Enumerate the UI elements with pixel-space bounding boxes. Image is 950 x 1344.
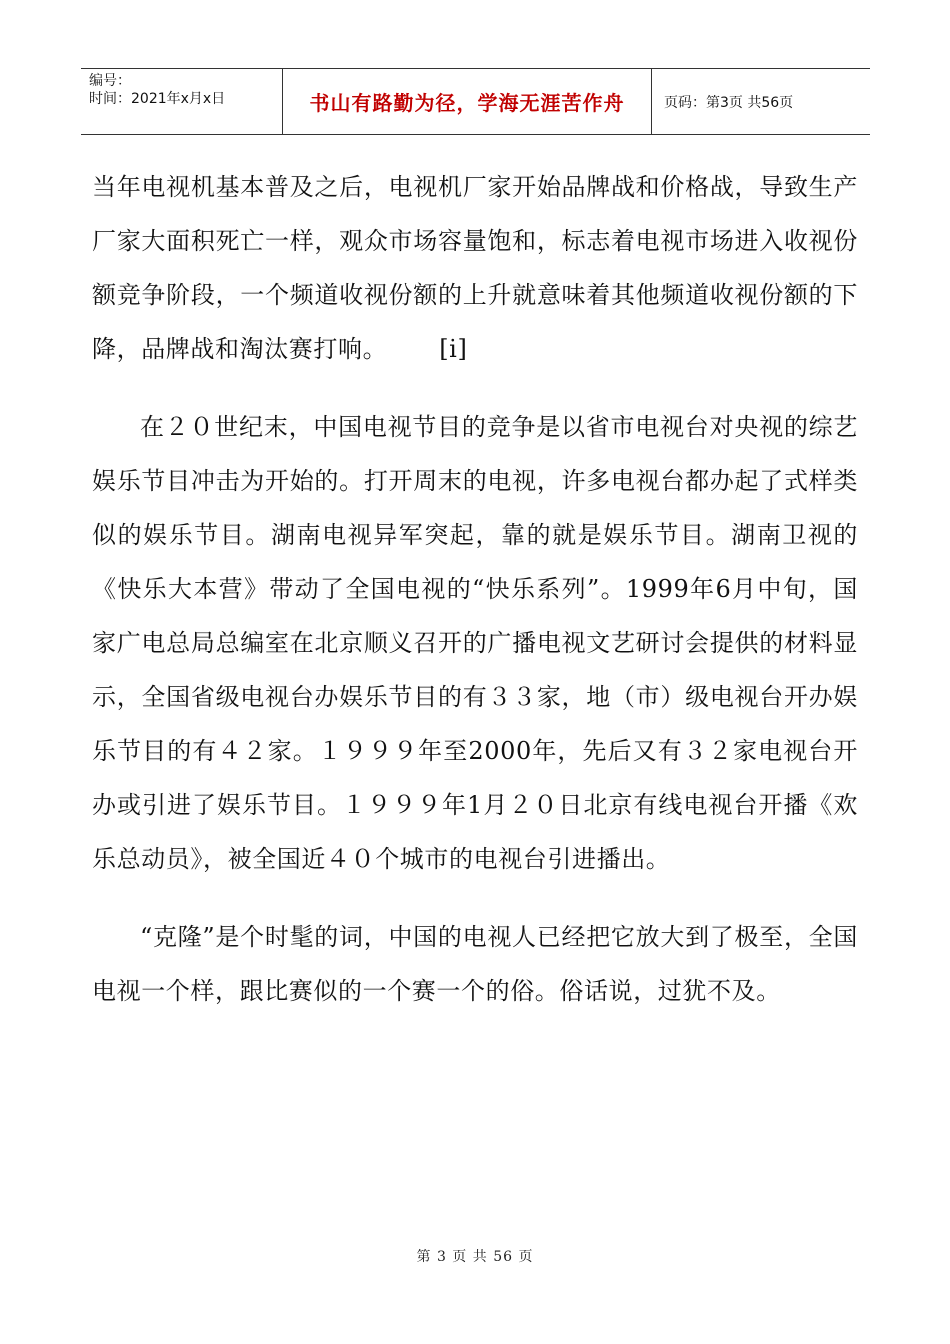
citation-link[interactable]: [i] bbox=[439, 335, 468, 363]
document-number-label: 编号： bbox=[89, 73, 131, 89]
paragraph-3: “克隆”是个时髦的词，中国的电视人已经把它放大到了极至，全国电视一个样，跟比赛似的一个赛一个的俗。俗话说，过犹不及。 bbox=[92, 923, 858, 1005]
document-date: 时间：2021年x月x日 bbox=[89, 91, 226, 107]
header-page-info: 页码：第3页 共56页 bbox=[664, 94, 794, 111]
paragraph-2: 在２０世纪末，中国电视节目的竞争是以省市电视台对央视的综艺娱乐节目冲击为开始的。打开周末的电视，许多电视台都办起了式样类似的娱乐节目。湖南电视异军突起，靠的就是娱乐节目。湖南卫视的《快乐大本营》带动了全国电视的“快乐系列”。1999年6月中旬，国家广电总局总编室在北京顺义召开的广播电视文艺研讨会提供的材料显示，全国省级电视台办娱乐节目的有３３家，地（市）级电视台开办娱乐节目的有４２家。１９９９年至2000年，先后又有３２家电视台开办或引进了娱乐节目。１９９９年1月２０日北京有线电视台开播《欢乐总动员》，被全国近４０个城市的电视台引进播出。 bbox=[92, 413, 858, 873]
paragraph-1 bbox=[92, 160, 858, 376]
header-meta bbox=[81, 69, 282, 134]
header-motto-cell bbox=[282, 69, 652, 134]
paragraph-text: 当年电视机基本普及之后，电视机厂家开始品牌战和价格战，导致生产厂家大面积死亡一样，观众市场容量饱和，标志着电视市场进入收视份额竞争阶段，一个频道收视份额的上升就意味着其他频道收视份额的下降，品牌战和淘汰赛打响。 bbox=[92, 173, 858, 363]
header-motto: 书山有路勤为径，学海无涯苦作舟 bbox=[309, 91, 625, 115]
page-header bbox=[81, 68, 870, 135]
page-footer: 第 3 页 共 56 页 bbox=[416, 1249, 534, 1265]
document-body bbox=[92, 160, 858, 1018]
